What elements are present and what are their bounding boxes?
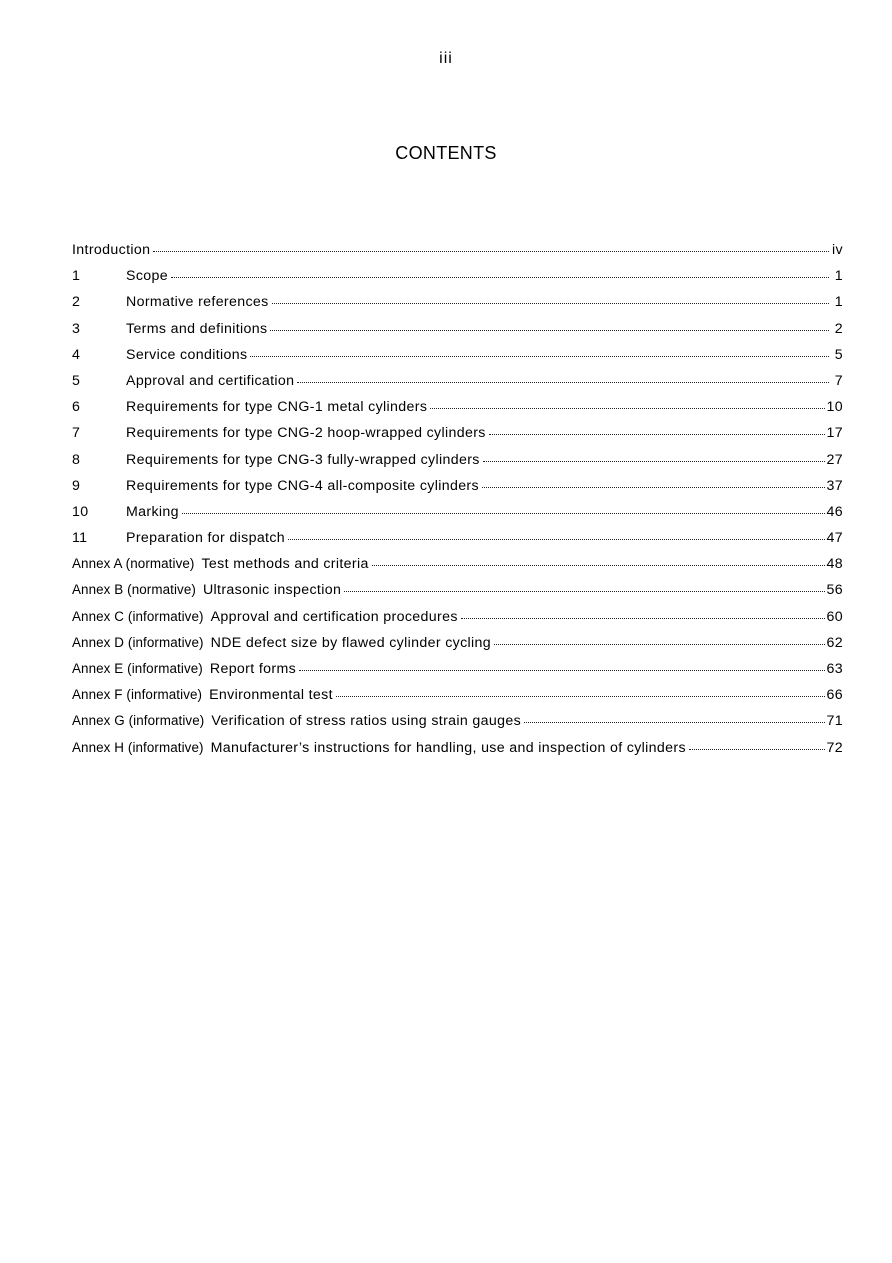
- toc-entry[interactable]: [72, 684, 843, 710]
- toc-entry-number: 10: [72, 503, 89, 520]
- toc-entry[interactable]: [72, 318, 843, 344]
- toc-entry[interactable]: [72, 422, 843, 448]
- toc-entry-title: Introduction: [72, 242, 151, 258]
- toc-entry-number: 7: [72, 425, 81, 442]
- dot-leader: [483, 450, 825, 464]
- dot-leader: [489, 423, 825, 437]
- toc-entry-title: Scope: [126, 268, 168, 285]
- toc-entry-title: Ultrasonic inspection: [202, 582, 342, 599]
- dot-leader: [297, 371, 829, 385]
- toc-entry[interactable]: [72, 265, 843, 291]
- dot-leader: [270, 319, 829, 333]
- toc-entry-number: 1: [72, 268, 81, 285]
- toc-entry-title: Manufacturer’s instructions for handling, use and inspection of cylinders: [210, 739, 686, 756]
- toc-entry-page: 46: [826, 503, 843, 520]
- toc-entry[interactable]: [72, 396, 843, 422]
- toc-entry-number: 8: [72, 451, 81, 468]
- toc-entry-title: Normative references: [126, 294, 269, 311]
- toc-entry-page: 72: [826, 739, 843, 756]
- toc-entry-page: 71: [826, 713, 843, 730]
- toc-entry-page: 48: [826, 556, 843, 573]
- toc-entry-page: 17: [826, 425, 843, 442]
- toc-entry-page: 1: [834, 294, 843, 311]
- toc-entry[interactable]: [72, 579, 843, 605]
- toc-entry-page: 1: [834, 268, 843, 285]
- toc-entry[interactable]: [72, 606, 843, 632]
- toc-entry[interactable]: [72, 658, 843, 684]
- toc-entry-number: 9: [72, 477, 81, 494]
- toc-entry-page: 2: [834, 320, 843, 337]
- toc-entry[interactable]: [72, 291, 843, 317]
- toc-entry-title: Service conditions: [126, 346, 248, 363]
- toc-entry-page: 47: [826, 530, 843, 547]
- toc-entry-title: Requirements for type CNG-3 fully-wrapped cylinders: [126, 451, 480, 468]
- toc-entry-annex-label: Annex H (informative): [72, 739, 204, 755]
- toc-entry-title: Terms and definitions: [126, 320, 268, 337]
- toc-entry-title: Approval and certification procedures: [210, 608, 458, 625]
- toc-entry[interactable]: [72, 737, 843, 763]
- toc-entry-page: 66: [826, 687, 843, 704]
- toc-entry[interactable]: [72, 527, 843, 553]
- toc-entry-annex-label: Annex C (informative): [72, 608, 204, 624]
- toc-entry[interactable]: [72, 449, 843, 475]
- toc-entry-title: Environmental test: [209, 687, 333, 704]
- toc-entry-title: Requirements for type CNG-2 hoop-wrapped cylinders: [126, 425, 486, 442]
- dot-leader: [494, 633, 824, 647]
- toc-entry-title: Report forms: [209, 661, 297, 677]
- toc-entry[interactable]: [72, 710, 843, 736]
- contents-title: CONTENTS: [395, 143, 497, 163]
- dot-leader: [250, 345, 829, 359]
- toc-entry-title: Marking: [126, 503, 179, 520]
- toc-entry-annex-label: Annex F (informative): [72, 687, 203, 703]
- toc-entry-page: 63: [826, 661, 843, 677]
- toc-entry-number: 6: [72, 399, 81, 416]
- toc-entry-number: 5: [72, 372, 81, 389]
- toc-entry[interactable]: [72, 239, 843, 265]
- dot-leader: [524, 711, 824, 725]
- toc-entry-page: 7: [834, 372, 843, 389]
- toc-entry-title: NDE defect size by flawed cylinder cycling: [210, 634, 492, 651]
- toc-entry-page: 56: [826, 582, 843, 599]
- dot-leader: [372, 554, 825, 568]
- toc-entry[interactable]: [72, 553, 843, 579]
- toc-entry[interactable]: [72, 632, 843, 658]
- dot-leader: [299, 659, 824, 673]
- dot-leader: [171, 266, 829, 280]
- dot-leader: [430, 397, 824, 411]
- table-of-contents: [72, 239, 843, 763]
- toc-entry-page: 60: [826, 608, 843, 625]
- dot-leader: [288, 528, 824, 542]
- dot-leader: [182, 502, 825, 516]
- toc-entry-title: Preparation for dispatch: [126, 530, 286, 547]
- toc-entry-number: 2: [72, 294, 81, 311]
- toc-entry-title: Requirements for type CNG-4 all-composite cylinders: [126, 477, 479, 494]
- toc-entry-number: 11: [72, 530, 88, 547]
- toc-entry-page: iv: [832, 242, 843, 258]
- toc-entry-page: 5: [834, 346, 843, 363]
- page-number: iii: [439, 50, 453, 67]
- toc-entry-page: 10: [826, 399, 843, 416]
- toc-entry[interactable]: [72, 344, 843, 370]
- toc-entry-title: Requirements for type CNG-1 metal cylinders: [126, 399, 428, 416]
- dot-leader: [689, 738, 825, 752]
- toc-entry-title: Test methods and criteria: [201, 556, 369, 573]
- toc-entry-annex-label: Annex G (informative): [72, 713, 205, 729]
- dot-leader: [272, 292, 829, 306]
- toc-entry-page: 62: [826, 634, 843, 651]
- dot-leader: [153, 240, 829, 254]
- dot-leader: [461, 607, 825, 621]
- toc-entry-annex-label: Annex B (normative): [72, 582, 196, 598]
- toc-entry-annex-label: Annex A (normative): [72, 556, 195, 572]
- toc-entry-number: 3: [72, 320, 81, 337]
- toc-entry-page: 27: [826, 451, 843, 468]
- toc-entry-annex-label: Annex D (informative): [72, 634, 204, 650]
- toc-entry-number: 4: [72, 346, 81, 363]
- toc-entry-annex-label: Annex E (informative): [72, 661, 203, 676]
- toc-entry-title: Verification of stress ratios using strain gauges: [211, 713, 522, 730]
- toc-entry[interactable]: [72, 370, 843, 396]
- dot-leader: [336, 685, 825, 699]
- toc-entry[interactable]: [72, 475, 843, 501]
- toc-entry[interactable]: [72, 501, 843, 527]
- toc-entry-title: Approval and certification: [126, 372, 295, 389]
- dot-leader: [482, 476, 825, 490]
- dot-leader: [344, 580, 824, 594]
- toc-entry-page: 37: [826, 477, 843, 494]
